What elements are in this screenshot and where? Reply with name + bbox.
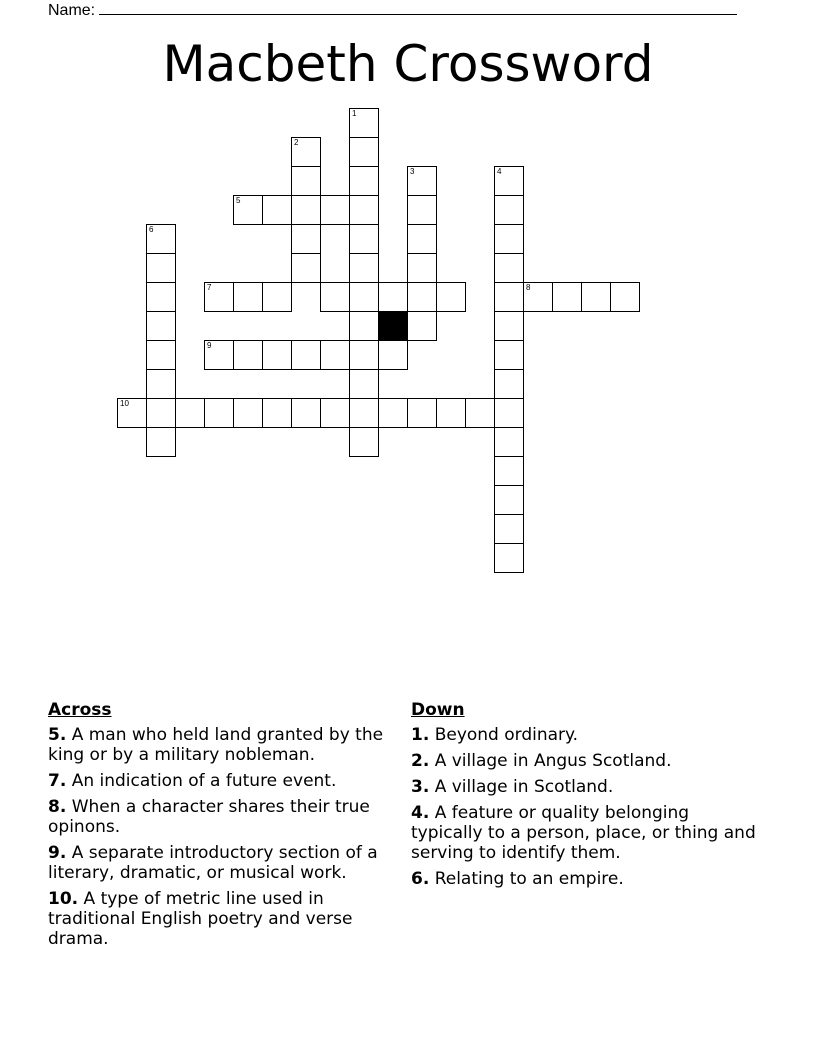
crossword-cell[interactable] bbox=[349, 282, 379, 312]
clue-number: 10. bbox=[48, 889, 79, 909]
clue-text: Relating to an empire. bbox=[434, 869, 624, 889]
crossword-cell[interactable] bbox=[494, 369, 524, 399]
cell-clue-number: 5 bbox=[236, 196, 241, 205]
crossword-cell[interactable] bbox=[349, 311, 379, 341]
crossword-cell[interactable] bbox=[146, 340, 176, 370]
crossword-cell[interactable] bbox=[146, 369, 176, 399]
crossword-cell[interactable] bbox=[436, 282, 466, 312]
crossword-cell[interactable] bbox=[146, 253, 176, 283]
crossword-cell[interactable] bbox=[494, 253, 524, 283]
crossword-cell[interactable] bbox=[378, 282, 408, 312]
cell-clue-number: 10 bbox=[120, 399, 129, 408]
crossword-cell[interactable] bbox=[349, 224, 379, 254]
cell-clue-number: 8 bbox=[526, 283, 531, 292]
clue-down-1 bbox=[411, 725, 761, 745]
down-clues bbox=[411, 700, 761, 895]
clue-text: When a character shares their true opinons. bbox=[48, 797, 370, 837]
crossword-cell[interactable] bbox=[349, 398, 379, 428]
crossword-cell[interactable] bbox=[436, 398, 466, 428]
clue-across-5 bbox=[48, 725, 398, 765]
crossword-cell[interactable] bbox=[494, 282, 524, 312]
crossword-cell[interactable] bbox=[494, 311, 524, 341]
clue-across-10 bbox=[48, 889, 398, 949]
crossword-cell[interactable] bbox=[494, 398, 524, 428]
crossword-cell[interactable] bbox=[320, 398, 350, 428]
clue-across-8 bbox=[48, 797, 398, 837]
crossword-cell[interactable] bbox=[378, 340, 408, 370]
crossword-cell[interactable] bbox=[233, 195, 263, 225]
crossword-cell[interactable] bbox=[146, 311, 176, 341]
crossword-cell[interactable] bbox=[291, 166, 321, 196]
crossword-cell[interactable] bbox=[407, 166, 437, 196]
clue-number: 3. bbox=[411, 777, 430, 797]
crossword-cell[interactable] bbox=[349, 369, 379, 399]
crossword-cell[interactable] bbox=[204, 340, 234, 370]
clue-number: 6. bbox=[411, 869, 430, 889]
crossword-cell[interactable] bbox=[291, 137, 321, 167]
crossword-cell[interactable] bbox=[262, 282, 292, 312]
crossword-cell[interactable] bbox=[233, 398, 263, 428]
crossword-cell[interactable] bbox=[581, 282, 611, 312]
crossword-cell[interactable] bbox=[291, 224, 321, 254]
crossword-cell[interactable] bbox=[204, 398, 234, 428]
clue-number: 1. bbox=[411, 725, 430, 745]
crossword-cell[interactable] bbox=[291, 398, 321, 428]
crossword-cell[interactable] bbox=[407, 282, 437, 312]
clue-number: 7. bbox=[48, 771, 67, 791]
clue-text: An indication of a future event. bbox=[71, 771, 337, 791]
crossword-cell[interactable] bbox=[378, 398, 408, 428]
clue-number: 4. bbox=[411, 803, 430, 823]
clue-text: A type of metric line used in traditional English poetry and verse drama. bbox=[48, 889, 353, 949]
crossword-cell[interactable] bbox=[146, 427, 176, 457]
crossword-cell[interactable] bbox=[262, 195, 292, 225]
crossword-cell[interactable] bbox=[494, 224, 524, 254]
crossword-cell[interactable] bbox=[146, 224, 176, 254]
crossword-cell[interactable] bbox=[291, 340, 321, 370]
crossword-cell[interactable] bbox=[204, 282, 234, 312]
cell-clue-number: 4 bbox=[497, 167, 502, 176]
crossword-cell[interactable] bbox=[494, 514, 524, 544]
crossword-cell[interactable] bbox=[610, 282, 640, 312]
crossword-cell[interactable] bbox=[494, 340, 524, 370]
blocked-cell bbox=[378, 311, 408, 341]
crossword-cell[interactable] bbox=[233, 340, 263, 370]
clue-number: 5. bbox=[48, 725, 67, 745]
clue-text: A man who held land granted by the king or by a military nobleman. bbox=[48, 725, 384, 765]
crossword-cell[interactable] bbox=[407, 311, 437, 341]
page-title: Macbeth Crossword bbox=[162, 35, 654, 93]
clue-text: A separate introductory section of a literary, dramatic, or musical work. bbox=[48, 843, 378, 883]
crossword-cell[interactable] bbox=[494, 195, 524, 225]
crossword-cell[interactable] bbox=[349, 253, 379, 283]
crossword-cell[interactable] bbox=[291, 253, 321, 283]
cell-clue-number: 6 bbox=[149, 225, 154, 234]
crossword-cell[interactable] bbox=[407, 195, 437, 225]
crossword-cell[interactable] bbox=[262, 340, 292, 370]
crossword-cell[interactable] bbox=[465, 398, 495, 428]
clue-text: Beyond ordinary. bbox=[434, 725, 579, 745]
crossword-cell[interactable] bbox=[349, 166, 379, 196]
crossword-cell[interactable] bbox=[494, 427, 524, 457]
crossword-cell[interactable] bbox=[349, 340, 379, 370]
crossword-cell[interactable] bbox=[291, 195, 321, 225]
clue-down-2 bbox=[411, 751, 761, 771]
cell-clue-number: 7 bbox=[207, 283, 212, 292]
crossword-cell[interactable] bbox=[320, 195, 350, 225]
cell-clue-number: 1 bbox=[352, 109, 357, 118]
crossword-cell[interactable] bbox=[349, 195, 379, 225]
clue-number: 9. bbox=[48, 843, 67, 863]
clue-across-9 bbox=[48, 843, 398, 883]
crossword-cell[interactable] bbox=[494, 456, 524, 486]
name-label: Name: bbox=[48, 2, 96, 19]
clue-number: 2. bbox=[411, 751, 430, 771]
clue-text: A village in Scotland. bbox=[434, 777, 614, 797]
crossword-cell[interactable] bbox=[552, 282, 582, 312]
across-heading: Across bbox=[48, 700, 112, 720]
crossword-cell[interactable] bbox=[407, 398, 437, 428]
clue-number: 8. bbox=[48, 797, 67, 817]
crossword-cell[interactable] bbox=[146, 398, 176, 428]
crossword-cell[interactable] bbox=[349, 137, 379, 167]
crossword-cell[interactable] bbox=[175, 398, 205, 428]
crossword-cell[interactable] bbox=[117, 398, 147, 428]
crossword-cell[interactable] bbox=[146, 282, 176, 312]
crossword-cell[interactable] bbox=[407, 253, 437, 283]
clue-text: A feature or quality belonging typically to a person, place, or thing and serving to identify them. bbox=[411, 803, 756, 863]
cell-clue-number: 9 bbox=[207, 341, 212, 350]
clue-text: A village in Angus Scotland. bbox=[434, 751, 672, 771]
crossword-cell[interactable] bbox=[523, 282, 553, 312]
cell-clue-number: 3 bbox=[410, 167, 415, 176]
clue-down-3 bbox=[411, 777, 761, 797]
crossword-cell[interactable] bbox=[494, 485, 524, 515]
crossword-cell[interactable] bbox=[349, 108, 379, 138]
crossword-cell[interactable] bbox=[262, 398, 292, 428]
crossword-cell[interactable] bbox=[320, 282, 350, 312]
clue-down-6 bbox=[411, 869, 761, 889]
across-clues bbox=[48, 700, 398, 955]
down-heading: Down bbox=[411, 700, 465, 720]
crossword-cell[interactable] bbox=[407, 224, 437, 254]
crossword-cell[interactable] bbox=[233, 282, 263, 312]
crossword-cell[interactable] bbox=[494, 166, 524, 196]
crossword-cell[interactable] bbox=[494, 543, 524, 573]
clue-down-4 bbox=[411, 803, 761, 863]
crossword-cell[interactable] bbox=[320, 340, 350, 370]
clue-across-7 bbox=[48, 771, 398, 791]
cell-clue-number: 2 bbox=[294, 138, 299, 147]
crossword-cell[interactable] bbox=[349, 427, 379, 457]
